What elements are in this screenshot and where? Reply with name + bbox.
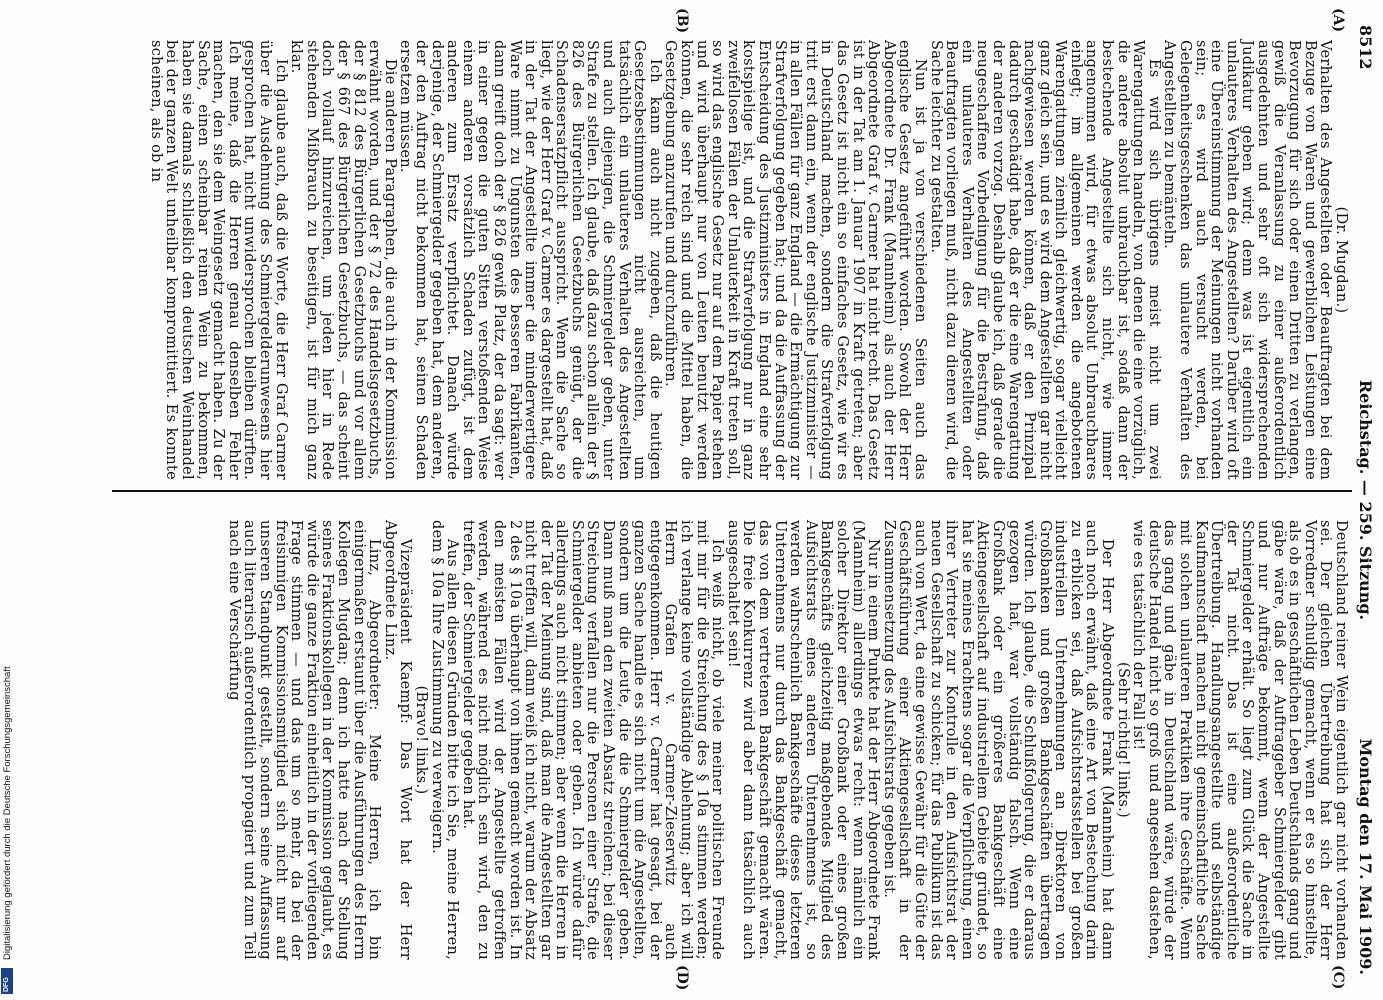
page-header	[1353, 25, 1375, 975]
column-divider	[112, 490, 1352, 492]
paragraph: Deutschland reiner Wein eigentlich gar nicht vorhanden sei. Der gleichen Übertreibung hat sich der Herr Vorredner schuldig gemacht, wenn er es so hinstellte, als ob es in geschäftlichen Leben Deutschlands gang und gäbe wäre, daß der Auftraggeber Schmiergelder gibt und nur Aufträge bekommt, wenn der Angestellte Schmiergelder erhält. So liegt zum Glück die Sache in der Tat nicht. Das ist eine außerordentliche Übertreibung. Handlungsangestellte und selbständige Kaufmannschaft machen nicht gemeinschaftliche Sache mit solchen unlauteren Praktiken ihre Geschäfte. Wenn das gang und gäbe in Deutschland wäre, würde der deutsche Handel nicht so groß und angesehen dastehen, wie es tatsächlich der Fall ist!	[1130, 520, 1349, 960]
interjection: (Bravo! links.)	[412, 685, 429, 795]
dfg-logo-text: DFG	[3, 977, 10, 992]
session-title: Reichstag. — 259. Sitzung.	[1356, 379, 1375, 621]
dfg-logo	[1, 968, 13, 994]
speaker-intro: Linz, Abgeordneter: Meine Herren, ich bin einigermaßen erstaunt über die Ausführungen des Herrn Kollegen Mugdan; denn ich hatte nach der Stellung seines Fraktionskollegen in der Kommission geglaubt, es würde die ganze Fraktion einheitlich in der vorliegenden Frage stimmen — und das um so mehr, da bei der freisinnigen Kommissionsmitglied sich nicht nur auf unseren Standpunkt gestellt, sondern seine Auffassung auch literarisch außerordentlich propagiert und zum Teil nach eine Verschärfung	[225, 520, 383, 960]
president-announcement: Vizepräsident Kaempf: Das Wort hat der Herr Abgeordnete Linz.	[381, 520, 414, 960]
digitization-footer	[0, 0, 14, 1000]
right-column	[225, 520, 1348, 960]
paragraph: Ich weiß nicht, ob viele meiner politischen Freunde mit mir für die Streichung des § 10a stimmen werden; ich verlange keine vollständige Ablehnung; aber ich will Herrn Grafen v. Carmer-Zieserwitz auch entgegenkommen. Herr v. Carmer hat gesagt, bei der ganzen Sache handle es sich nicht um die Angestellten, sondern um die Leute, die die Schmiergelder geben. Dann muß man den zweiten Absatz streichen; bei dieser Streichung verfallen nur die Personen einer Strafe, die Schmiergelder anbieten oder geben. Ich würde dafür allerdings auch nicht stimmen; aber wenn die Herren in der Tat der Meinung sind, daß man die Angestellten gar nicht treffen will, dann weiß ich nicht, warum der Absatz 2 des § 10a überhaupt von ihnen gemacht worden ist. In den meisten Fällen wird der Angestellte getroffen werden, während es nicht möglich sein wird, den zu treffen, der Schmiergelder gegeben hat.	[459, 520, 726, 960]
paragraph: Die anderen Paragraphen, die auch in der Kommission erwähnt worden, und der § 72 des Handelsgesetzbuchs, der § 812 des Bürgerlichen Gesetzbuchs und vor allem der § 667 des Bürgerlichen Gesetzbuchs, — das scheint doch vollauf hinzureichen, um jeden hier in Rede stehenden Mißbrauch zu beseitigen, ist für mich ganz klar.	[288, 40, 398, 480]
speaker-tag: (Dr. Mugdan.)	[1333, 206, 1349, 314]
page-number: 8512	[1356, 25, 1375, 70]
paragraph: Nur in einem Punkte hat der Herr Abgeordnete Frank (Mannheim) allerdings etwas recht: wenn nämlich ein solcher Direktor einer Großbank oder eines großen Bankgeschäfts gleichzeitig maßgebendes Mitglied des Aufsichtsrats eines anderen Unternehmens ist, so werden wahrscheinlich Bankgeschäfte dieses letzteren Unternehmens nur durch das Bankgeschäft gemacht, das von dem vertretenen Bankgeschäft gemacht wären. Die freie Konkurrenz wird aber dann tatsächlich auch ausgeschaltet sein!	[724, 520, 882, 960]
session-date: Montag den 17. Mai 1909.	[1356, 738, 1375, 975]
margin-mark-b: (B)	[674, 8, 690, 34]
interjection: (Sehr richtig! links.)	[1114, 662, 1131, 818]
paragraph: Es wird sich übrigens meist nicht um zwei Warengattungen handeln, von denen die eine vorzüglich, die andere absolut unbrauchbar ist, sodaß dann der bestechende Angestellte sich nicht, wie immer angenommen wird, für etwas absolut Unbrauchbares einlegt; im allgemeinen werden die angebotenen Warengattungen ziemlich gleichwertig, sogar vielleicht ganz gleich sein, und es wird dem Angestellten gar nicht nachgewiesen werden können, daß er den Prinzipal dadurch geschädigt habe, daß er die eine Warengattung der anderen vorzog. Deshalb glaube ich, daß gerade die neugeschaffene Vorbedingung für die Bestrafung, daß ein unlauteres Verhalten des Angestellten oder Beauftragten vorliegen muß, nicht dazu dienen wird, die Sache leichter zu gestalten.	[927, 40, 1162, 480]
paragraph: Verhalten des Angestellten oder Beauftragten bei dem Bezuge von Waren und gewerblichen Leistungen eine Bevorzugung für sich oder einen Dritten zu verlangen, gewiß die Veranlassung zu einer außerordentlich ausgedehnten und sehr oft sich widersprechenden Judikatur geben wird; denn was ist eigentlich ein unlauteres Verhalten des Angestellten? Darüber wird oft eine Übereinstimmung der Meinungen nicht vorhanden sein; es wird auch versucht werden, bei Gelegenheitsgeschenken das unlautere Verhalten des Angestellten zu bemänteln.	[1161, 40, 1334, 480]
rotated-page-content	[80, 0, 1380, 1000]
paragraph: Der Herr Abgeordnete Frank (Mannheim) hat dann auch noch erwähnt, daß eine Art von Bestechung darin zu erblicken sei, daß Aufsichtsratsstellen bei großen industriellen Unternehmungen an Direktoren von Großbanken und großen Bankgeschäften übertragen würden. Ich glaube, die Schlußfolgerung, die er daraus gezogen hat, war vollständig falsch. Wenn eine Großbank oder ein größeres Bankgeschäft eine Aktiengesellschaft auf industriellem Gebiete gründet, so hat sie meines Erachtens sogar die Verpflichtung, einen ihrer Vertreter zur Kontrolle in den Aufsichtsrat der neuen Gesellschaft zu schicken; für das Publikum ist das auch von Wert, da eine gewisse Gewähr für die Güte der Geschäftsführung einer Aktiengesellschaft in der Zusammensetzung des Aufsichtsrats gegeben ist.	[880, 520, 1116, 960]
funding-notice: Digitalisierung gefördert durch die Deutsche Forschungsgemeinschaft	[2, 666, 13, 960]
margin-mark-a: (A)	[1330, 8, 1346, 33]
margin-mark-c: (C)	[1330, 965, 1346, 990]
left-column	[147, 40, 1348, 480]
paragraph: Ich glaube auch, daß die Worte, die Herr Graf Carmer über die Ausdehnung des Schmiergelderunwesens hier gesprochen hat, nicht unwidersprochen bleiben dürften. Ich meine, daß die Herren genau denselben Fehler machen, den sie dem Weingesetz gemacht haben. Zu der Sache, einen scheinbar reinen Wein zu bekommen, haben sie damals schließlich den deutschen Weinhandel bei der ganzen Welt unheilbar kompromittiert. Es konnte scheinen, als ob in	[147, 40, 289, 480]
paragraph: Nun ist ja von verschiedenen Seiten auch das englische Gesetz angeführt worden. Sowohl der Herr Abgeordnete Dr. Frank (Mannheim) als auch der Herr Abgeordnete Graf v. Carmer hat nicht recht. Das Gesetz ist in der Tat am 1. Januar 1907 in Kraft getreten; aber das Gesetz ist nicht ein so einfaches Gesetz, wie wir es in Deutschland machen, sondern die Strafverfolgung tritt erst dann ein, wenn der englische Justizminister — in allen Fällen für ganz England — die Ermächtigung zur Strafverfolgung gegeben hat; und da die Auffassung der Entscheidung des Justizministers in England eine sehr kostspielige ist, und die Strafverfolgung nur in ganz zweifellosen Fällen der Unlauterkeit in Kraft treten soll, so wird das englische Gesetz nur auf dem Papier stehen und wird überhaupt nur von Leuten benutzt werden können, die sehr reich sind und die Mittel haben, die Gesetzgebung anzurufen und durchzuführen.	[662, 40, 928, 480]
paragraph: Aus allen diesen Gründen bitte ich Sie, meine Herren, dem § 10a Ihre Zustimmung zu verweigern.	[428, 520, 461, 960]
margin-mark-d: (D)	[674, 965, 690, 991]
paragraph: Ich kann auch nicht zugeben, daß die heutigen Gesetzesbestimmungen nicht ausreichten, um tatsächlich ein unlauteres Verhalten des Angestellten und auch diejenigen, die Schmiergelder geben, unter Strafe zu stellen. Ich glaube, daß dazu schon allein der § 826 des Bürgerlichen Gesetzbuchs genügt, der die Schadensersatzpflicht ausspricht. Wenn die Sache so liegt, wie der Herr Graf v. Carmer es dargestellt hat, daß in der Tat der Angestellte immer die minderwertigere Ware nimmt zu Ungunsten des besseren Fabrikanten, dann greift doch der § 826 gewiß Platz, der da sagt: wer in einer gegen die guten Sitten verstoßenden Weise einem anderen vorsätzlich Schaden zufügt, ist dem anderen zum Ersatz verpflichtet. Danach würde derjenige, der Schmiergelder gegeben hat, dem anderen, der den Auftrag nicht bekommen hat, seinen Schaden ersetzen müssen.	[397, 40, 663, 480]
